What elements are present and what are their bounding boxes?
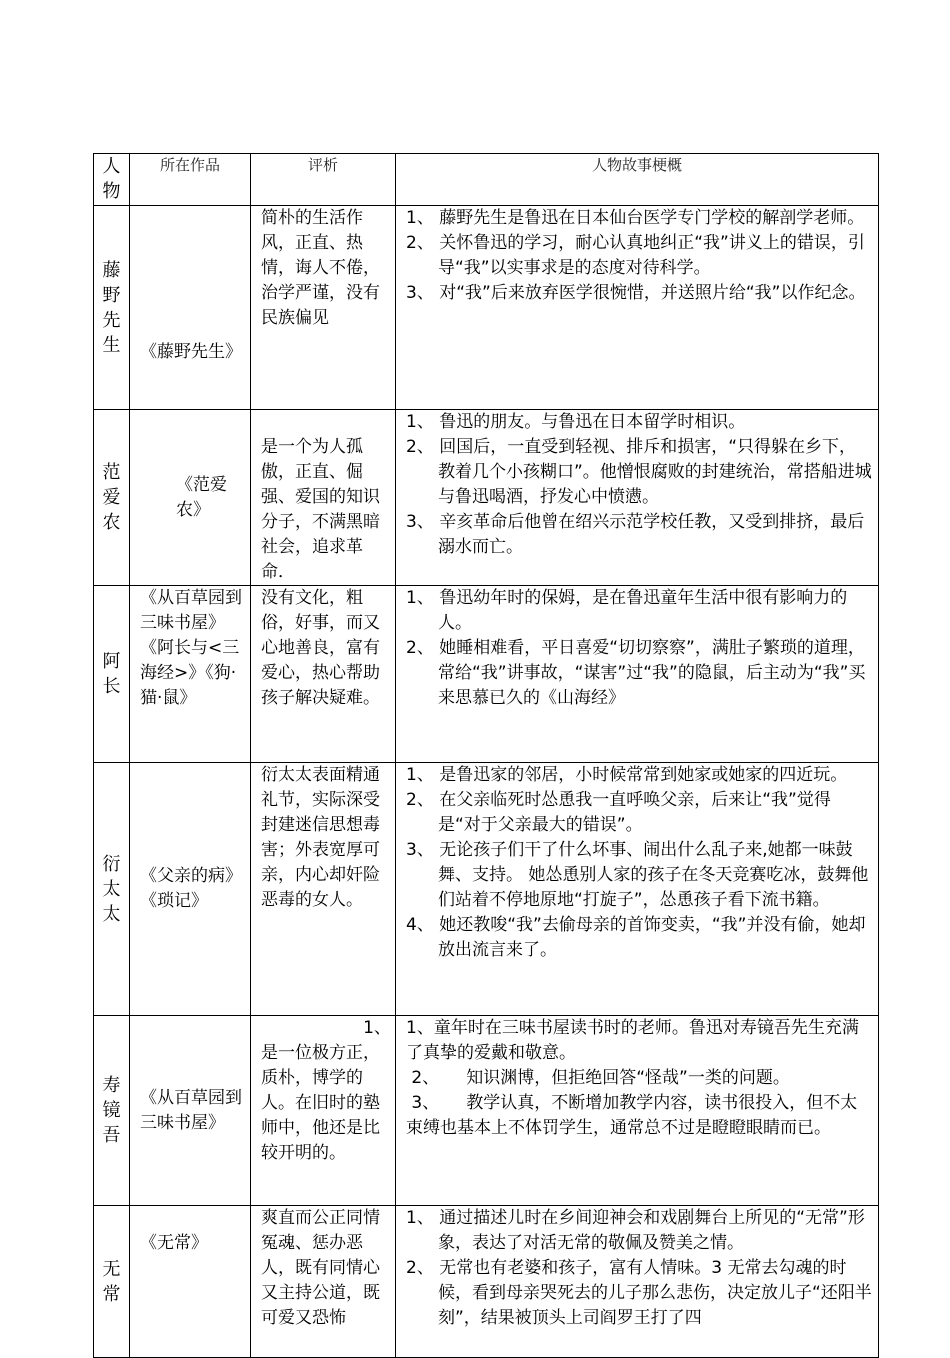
analysis-cell <box>251 410 396 586</box>
story-item: 1、 鲁迅幼年时的保姆，是在鲁迅童年生活中很有影响力的人。 <box>406 588 848 633</box>
header-analysis: 评析 <box>251 154 396 206</box>
character-name: 衍 太 太 <box>94 763 130 1016</box>
character-name: 藤 野 先 生 <box>94 206 130 410</box>
table-row <box>94 410 879 586</box>
header-row <box>94 154 879 206</box>
analysis-cell: 没有文化，粗俗，好事，而又心地善良，富有爱心，热心帮助孩子解决疑难。 <box>251 586 396 763</box>
story-cell <box>396 206 879 410</box>
story-item: 2、 无常也有老婆和孩子，富有人情味。3 无常去勾魂的时候，看到母亲哭死去的儿子那么悲伤，决定放儿子“还阳半刻”，结果被顶头上司阎罗王打了四 <box>406 1258 872 1328</box>
table-row <box>94 1016 879 1206</box>
story-item: 3、 辛亥革命后他曾在绍兴示范学校任教，又受到排挤，最后溺水而亡。 <box>406 512 865 557</box>
character-name: 无 常 <box>94 1206 130 1358</box>
table-row <box>94 586 879 763</box>
story-item: 2、 在父亲临死时怂恿我一直呼唤父亲，后来让“我”觉得是“对于父亲最大的错误”。 <box>406 790 831 835</box>
header-person-part2: 物 <box>102 181 121 202</box>
header-work: 所在作品 <box>130 154 251 206</box>
analysis-cell: 衍太太表面精通礼节，实际深受封建迷信思想毒害；外表宽厚可亲，内心却奸险恶毒的女人。 <box>251 763 396 1016</box>
character-name: 寿 镜 吾 <box>94 1016 130 1206</box>
work-cell: 《父亲的病》《琐记》 <box>130 763 251 1016</box>
table-row <box>94 1206 879 1358</box>
analysis-number: 1、 <box>363 1018 391 1038</box>
header-story: 人物故事梗概 <box>396 154 879 206</box>
analysis-text: 是一个为人孤傲，正直、倔强、爱国的知识分子，不满黑暗社会，追求革命． <box>261 437 380 582</box>
table-row <box>94 206 879 410</box>
character-name: 阿 长 <box>94 586 130 763</box>
work-cell: 《从百草园到三味书屋》 <box>130 1016 251 1206</box>
character-name: 范 爱 农 <box>94 410 130 586</box>
work-cell: 《从百草园到三味书屋》《阿长与<三海经>》《狗·猫·鼠》 <box>130 586 251 763</box>
work-title: 《藤野先生》 <box>140 342 242 362</box>
analysis-cell <box>251 1016 396 1206</box>
story-item: 1、 鲁迅的朋友。与鲁迅在日本留学时相识。 <box>406 412 746 432</box>
analysis-text: 是一位极方正，质朴，博学的人。在旧时的塾师中，他还是比较开明的。 <box>261 1043 380 1163</box>
work-cell <box>130 410 251 586</box>
work-title: 《无常》 <box>140 1233 208 1253</box>
story-cell <box>396 1016 879 1206</box>
story-item: 3、 教学认真，不断增加教学内容，读书很投入，但不太束缚也基本上不体罚学生，通常总不过是瞪瞪眼睛而已。 <box>406 1093 858 1138</box>
story-item: 3、 无论孩子们干了什么坏事、闹出什么乱子来,她都一味鼓舞、支持。 她怂恿别人家的孩子在冬天竞赛吃冰，鼓舞他们站着不停地原地“打旋子”，怂恿孩子看下流书籍。 <box>406 840 869 910</box>
work-cell <box>130 206 251 410</box>
story-item: 2、 知识渊博，但拒绝回答“怪哉”一类的问题。 <box>406 1068 790 1088</box>
story-item: 2、 她睡相难看，平日喜爱“切切察察”，满肚子繁琐的道理，常给“我”讲事故，“谋害”过“我”的隐鼠，后主动为“我”买来思慕已久的《山海经》 <box>406 638 866 708</box>
character-table <box>93 153 879 1358</box>
story-cell <box>396 586 879 763</box>
table-row <box>94 763 879 1016</box>
story-cell <box>396 410 879 586</box>
analysis-cell: 简朴的生活作风，正直、热情，诲人不倦，治学严谨，没有民族偏见 <box>251 206 396 410</box>
story-cell <box>396 763 879 1016</box>
story-item: 1、童年时在三味书屋读书时的老师。鲁迅对寿镜吾先生充满了真挚的爱戴和敬意。 <box>406 1018 859 1063</box>
story-item: 3、 对“我”后来放弃医学很惋惜，并送照片给“我”以作纪念。 <box>406 283 866 303</box>
work-cell <box>130 1206 251 1358</box>
header-person <box>94 154 130 206</box>
work-title: 《范爱农》 <box>176 474 227 520</box>
story-item: 1、 是鲁迅家的邻居，小时候常常到她家或她家的四近玩。 <box>406 765 848 785</box>
story-item: 1、 通过描述儿时在乡间迎神会和戏剧舞台上所见的“无常”形象，表达了对活无常的敬佩及赞美之情。 <box>406 1208 865 1253</box>
story-item: 1、 藤野先生是鲁迅在日本仙台医学专门学校的解剖学老师。 <box>406 208 865 228</box>
story-cell <box>396 1206 879 1358</box>
story-item: 2、 回国后，一直受到轻视、排斥和损害，“只得躲在乡下，教着几个小孩糊口”。他憎恨腐败的封建统治，常搭船进城与鲁迅喝酒，抒发心中愤懑。 <box>406 437 872 507</box>
story-item: 4、 她还教唆“我”去偷母亲的首饰变卖，“我”并没有偷，她却放出流言来了。 <box>406 915 866 960</box>
analysis-cell: 爽直而公正同情冤魂、惩办恶人，既有同情心又主持公道，既可爱又恐怖 <box>251 1206 396 1358</box>
header-person-part1: 人 <box>102 156 121 177</box>
story-item: 2、 关怀鲁迅的学习，耐心认真地纠正“我”讲义上的错误，引导“我”以实事求是的态度对待科学。 <box>406 233 865 278</box>
